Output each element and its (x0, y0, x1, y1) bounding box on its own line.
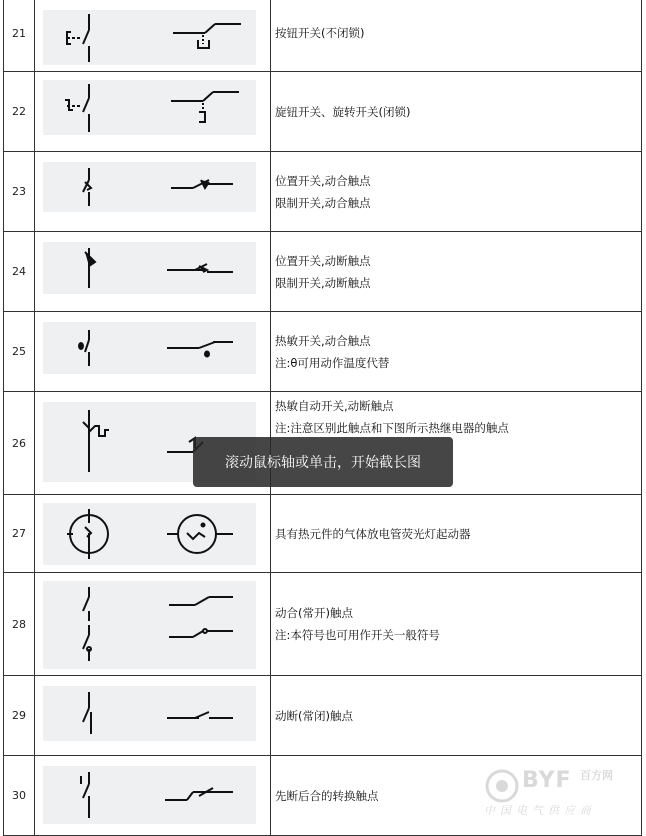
table-row (3, 72, 642, 152)
byf-logo-icon (484, 768, 520, 804)
row-number: 21 (4, 0, 35, 71)
description-cell (270, 152, 641, 231)
fluorescent-starter-symbol (43, 503, 256, 565)
watermark-brand-small: 百方网 (580, 769, 613, 782)
table-row (3, 312, 642, 392)
row-number: 28 (4, 573, 35, 675)
table-row (3, 573, 642, 676)
symbol-cell (34, 495, 271, 572)
table-row (3, 676, 642, 756)
description-line: 限制开关,动断触点 (275, 275, 371, 290)
description-line: 动断(常闭)触点 (275, 708, 353, 723)
thermal-switch-no-symbol (43, 322, 256, 374)
table-row (3, 152, 642, 232)
row-number: 22 (4, 72, 35, 151)
make-contact-symbol (43, 581, 256, 669)
table-row (3, 0, 642, 72)
row-number: 26 (4, 392, 35, 494)
row-number: 24 (4, 232, 35, 311)
description-line: 注:本符号也可用作开关一般符号 (275, 628, 440, 642)
rotary-switch-symbol (43, 80, 256, 135)
position-switch-nc-break-symbol (43, 242, 256, 294)
description-cell (270, 495, 641, 572)
symbol-cell (34, 0, 271, 71)
description-line: 旋钮开关、旋转开关(闭锁) (275, 104, 411, 119)
description-line: 热敏开关,动合触点 (275, 333, 371, 348)
description-line: 先断后合的转换触点 (275, 788, 379, 803)
description-line: 位置开关,动断触点 (275, 253, 371, 268)
description-line: 动合(常开)触点 (275, 606, 353, 620)
symbol-cell (34, 72, 271, 151)
row-number: 27 (4, 495, 35, 572)
symbol-cell (34, 676, 271, 755)
description-cell (270, 72, 641, 151)
changeover-contact-symbol (43, 766, 256, 824)
scroll-capture-toast[interactable] (193, 437, 453, 487)
description-line: 具有热元件的气体放电管荧光灯起动器 (275, 526, 471, 541)
description-line: 热敏自动开关,动断触点 (275, 399, 394, 413)
table-row (3, 232, 642, 312)
description-cell (270, 232, 641, 311)
symbol-cell (34, 573, 271, 675)
watermark-brand: BYF (522, 768, 572, 793)
row-number: 25 (4, 312, 35, 391)
symbol-cell (34, 232, 271, 311)
description-line: 注:注意区别此触点和下图所示热继电器的触点 (275, 421, 509, 435)
description-cell (270, 312, 641, 391)
position-switch-nc-symbol (43, 162, 256, 212)
symbol-cell (34, 152, 271, 231)
description-line: 按钮开关(不闭锁) (275, 26, 365, 40)
row-number: 29 (4, 676, 35, 755)
watermark-logo (480, 764, 640, 826)
break-contact-symbol (43, 686, 256, 741)
description-cell (270, 573, 641, 675)
table-row (3, 495, 642, 573)
watermark-tagline: 中国电气供应商 (484, 804, 596, 817)
symbol-cell (34, 312, 271, 391)
toast-text: 滚动鼠标轴或单击，开始截长图 (225, 455, 421, 471)
description-line: 限制开关,动合触点 (275, 195, 371, 210)
description-line: 位置开关,动合触点 (275, 173, 371, 188)
symbol-cell (34, 756, 271, 835)
description-cell (270, 676, 641, 755)
pushbutton-switch-symbol (43, 10, 256, 65)
row-number: 23 (4, 152, 35, 231)
description-line: 注:θ可用动作温度代替 (275, 355, 390, 370)
description-cell (270, 0, 641, 71)
row-number: 30 (4, 756, 35, 835)
